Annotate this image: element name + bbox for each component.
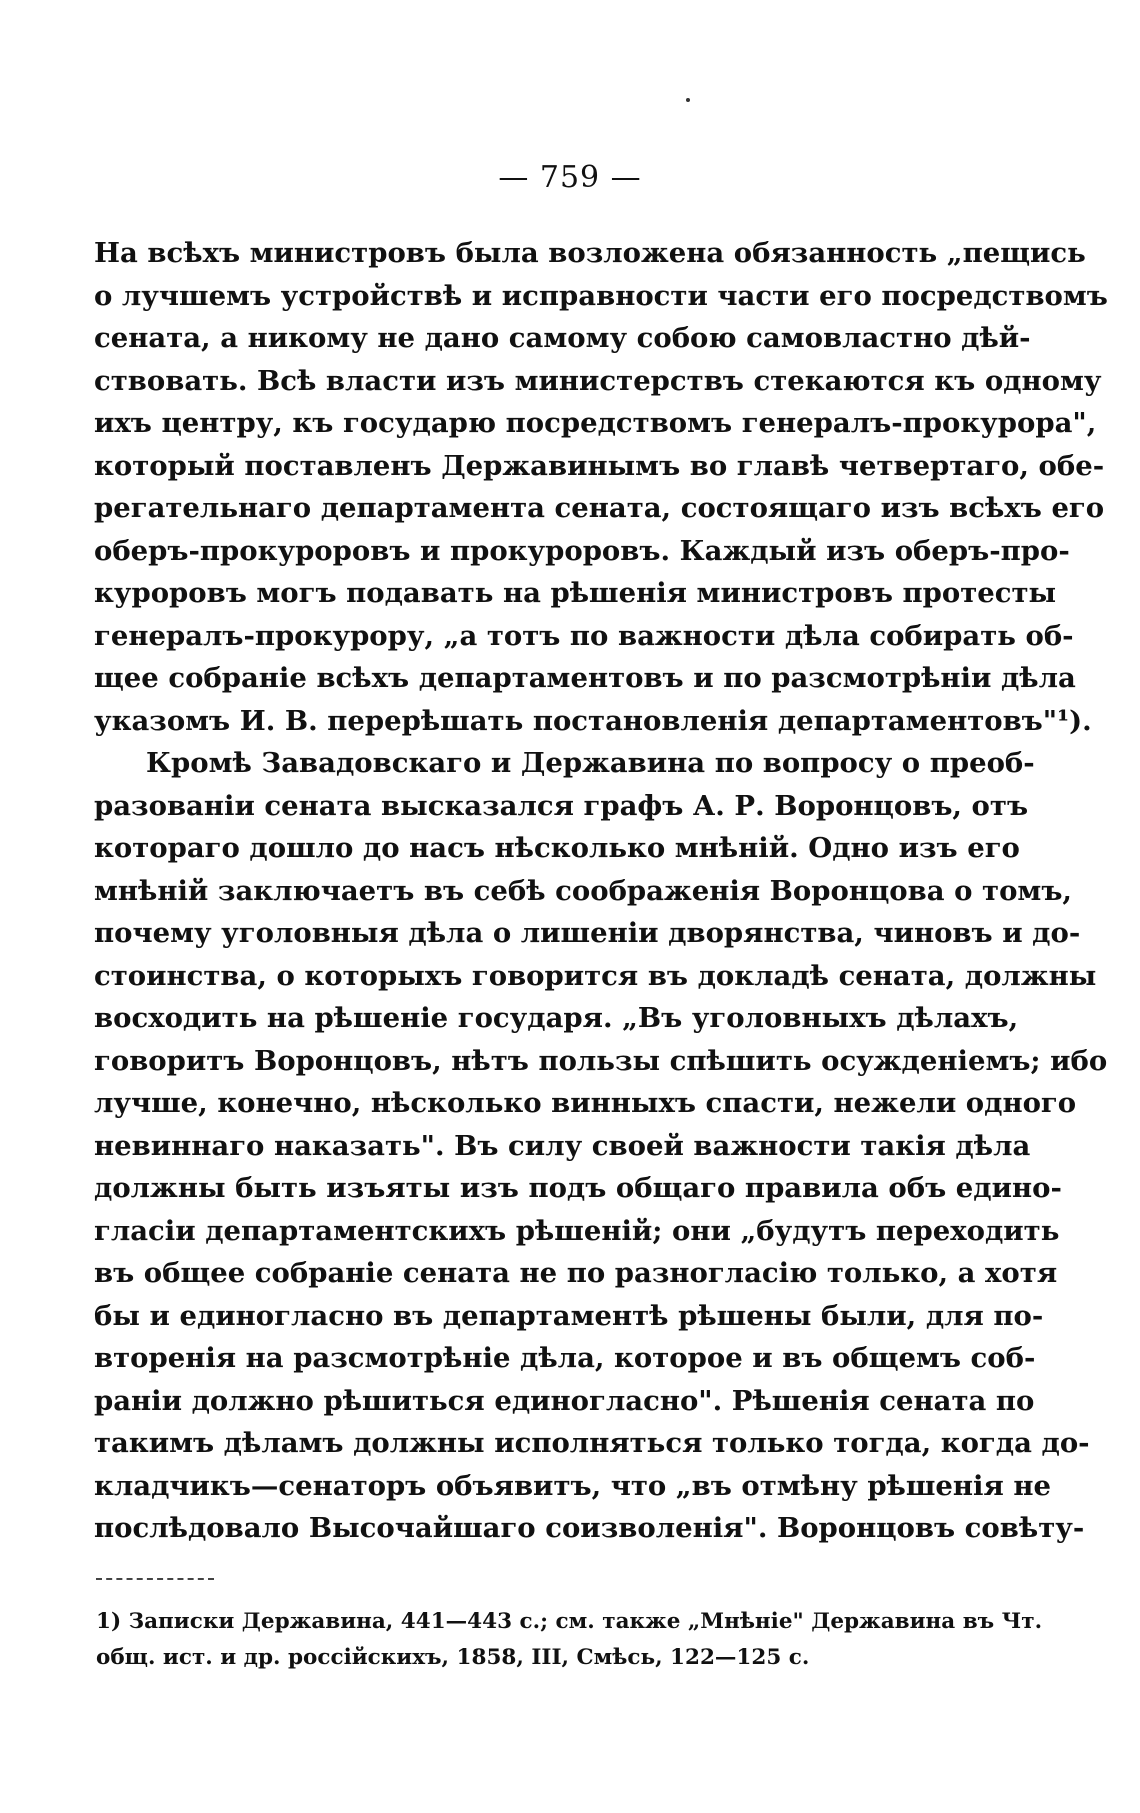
text-line: гласіи департаментскихъ рѣшеній; они „будутъ переходить <box>94 1214 1060 1247</box>
text-line: лучше, конечно, нѣсколько винныхъ спасти, нежели одного <box>94 1087 1077 1119</box>
body-text <box>94 232 1108 1550</box>
text-line: стоинства, о которыхъ говорится въ докладѣ сената, должны <box>94 959 1097 992</box>
text-line: о лучшемъ устройствѣ и исправности части его посредствомъ <box>94 279 1108 312</box>
text-line: бы и единогласно въ департаментѣ рѣшены были, для по- <box>94 1299 1044 1332</box>
text-line: Кромѣ Завадовскаго и Державина по вопросу о преоб- <box>146 747 1035 779</box>
text-line: мнѣній заключаетъ въ себѣ соображенія Воронцова о томъ, <box>94 874 1072 907</box>
text-line: сената, а никому не дано самому собою самовластно дѣй- <box>94 322 1031 354</box>
text-line: куроровъ могъ подавать на рѣшенія министровъ протесты <box>94 577 1057 609</box>
footnote-line: общ. ист. и др. россійскихъ, 1858, III, Смѣсь, 122—125 с. <box>96 1645 810 1670</box>
text-line: говоритъ Воронцовъ, нѣтъ пользы спѣшить осужденіемъ; ибо <box>94 1044 1108 1077</box>
text-line: такимъ дѣламъ должны исполняться только тогда, когда до- <box>94 1427 1090 1459</box>
text-line: оберъ-прокуроровъ и прокуроровъ. Каждый изъ оберъ-про- <box>94 534 1070 567</box>
text-line: кладчикъ—сенаторъ объявитъ, что „въ отмѣну рѣшенія не <box>94 1469 1052 1502</box>
footnote-line: 1) Записки Державина, 441—443 с.; см. также „Мнѣніе" Державина въ Чт. <box>96 1609 1043 1634</box>
text-line: На всѣхъ министровъ была возложена обязанность „пещись <box>94 237 1086 269</box>
footnote-divider <box>96 1578 214 1580</box>
page-number: — 759 — <box>498 160 642 195</box>
text-line: котораго дошло до насъ нѣсколько мнѣній. Одно изъ его <box>94 832 1020 864</box>
print-speck <box>686 98 690 102</box>
footnotes <box>96 1604 1043 1676</box>
text-line: регательнаго департамента сената, состоящаго изъ всѣхъ его <box>94 492 1105 524</box>
text-line: щее собраніе всѣхъ департаментовъ и по разсмотрѣніи дѣла <box>94 662 1076 694</box>
text-line: который поставленъ Державинымъ во главѣ четвертаго, обе- <box>94 449 1105 482</box>
text-line: восходить на рѣшеніе государя. „Въ уголовныхъ дѣлахъ, <box>94 1002 1019 1034</box>
text-line: должны быть изъяты изъ подъ общаго правила объ едино- <box>94 1172 1062 1204</box>
text-line: ствовать. Всѣ власти изъ министерствъ стекаются къ одному <box>94 364 1102 397</box>
text-line: невиннаго наказать". Въ силу своей важности такія дѣла <box>94 1129 1031 1162</box>
text-line: почему уголовныя дѣла о лишеніи дворянства, чиновъ и до- <box>94 917 1081 949</box>
text-line: раніи должно рѣшиться единогласно". Рѣшенія сената по <box>94 1384 1035 1417</box>
text-line: послѣдовало Высочайшаго соизволенія". Воронцовъ совѣту- <box>94 1512 1085 1544</box>
text-line: въ общее собраніе сената не по разногласію только, а хотя <box>94 1257 1058 1289</box>
text-line: разованіи сената высказался графъ А. Р. Воронцовъ, отъ <box>94 789 1029 822</box>
text-line: вторенія на разсмотрѣніе дѣла, которое и въ общемъ соб- <box>94 1342 1036 1374</box>
text-line: указомъ И. В. перерѣшать постановленія департаментовъ"¹). <box>94 704 1092 737</box>
text-line: генералъ-прокурору, „а тотъ по важности дѣла собирать об- <box>94 619 1074 652</box>
text-line: ихъ центру, къ государю посредствомъ генералъ-прокурора", <box>94 407 1097 439</box>
